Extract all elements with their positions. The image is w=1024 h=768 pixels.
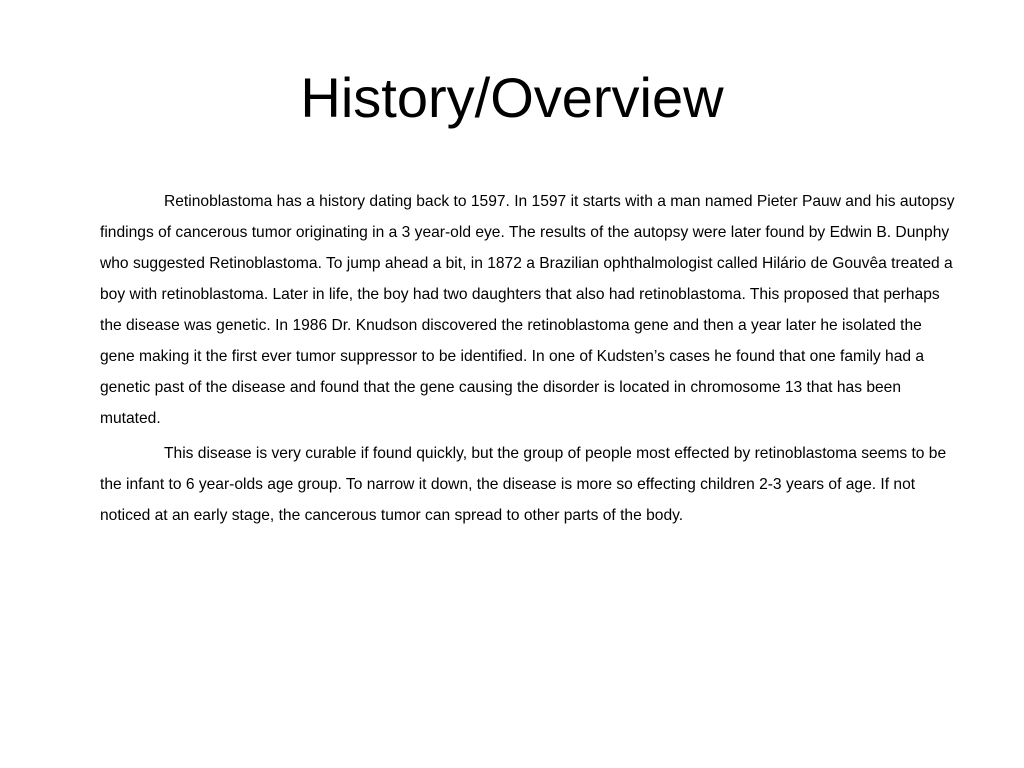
slide-title: History/Overview [300,66,724,129]
paragraph-history: Retinoblastoma has a history dating back to 1597. In 1597 it starts with a man named Pieter Pauw and his autopsy findings of cancerous tumor originating in a 3 year-old eye. The results of the autopsy were later found by Edwin B. Dunphy who suggested Retinoblastoma. To jump ahead a bit, in 1872 a Brazilian ophthalmologist called Hilário de Gouvêa treated a boy with retinoblastoma. Later in life, the boy had two daughters that also had retinoblastoma. This proposed that perhaps the disease was genetic. In 1986 Dr. Knudson discovered the retinoblastoma gene and then a year later he isolated the gene making it the first ever tumor suppressor to be identified. In one of Kudsten’s cases he found that one family had a genetic past of the disease and found that the gene causing the disorder is located in chromosome 13 that has been mutated. [100,193,955,427]
slide-body [100,186,956,535]
paragraph-curability: This disease is very curable if found quickly, but the group of people most effected by retinoblastoma seems to be the infant to 6 year-olds age group. To narrow it down, the disease is more so effecting children 2-3 years of age. If not noticed at an early stage, the cancerous tumor can spread to other parts of the body. [100,445,947,524]
